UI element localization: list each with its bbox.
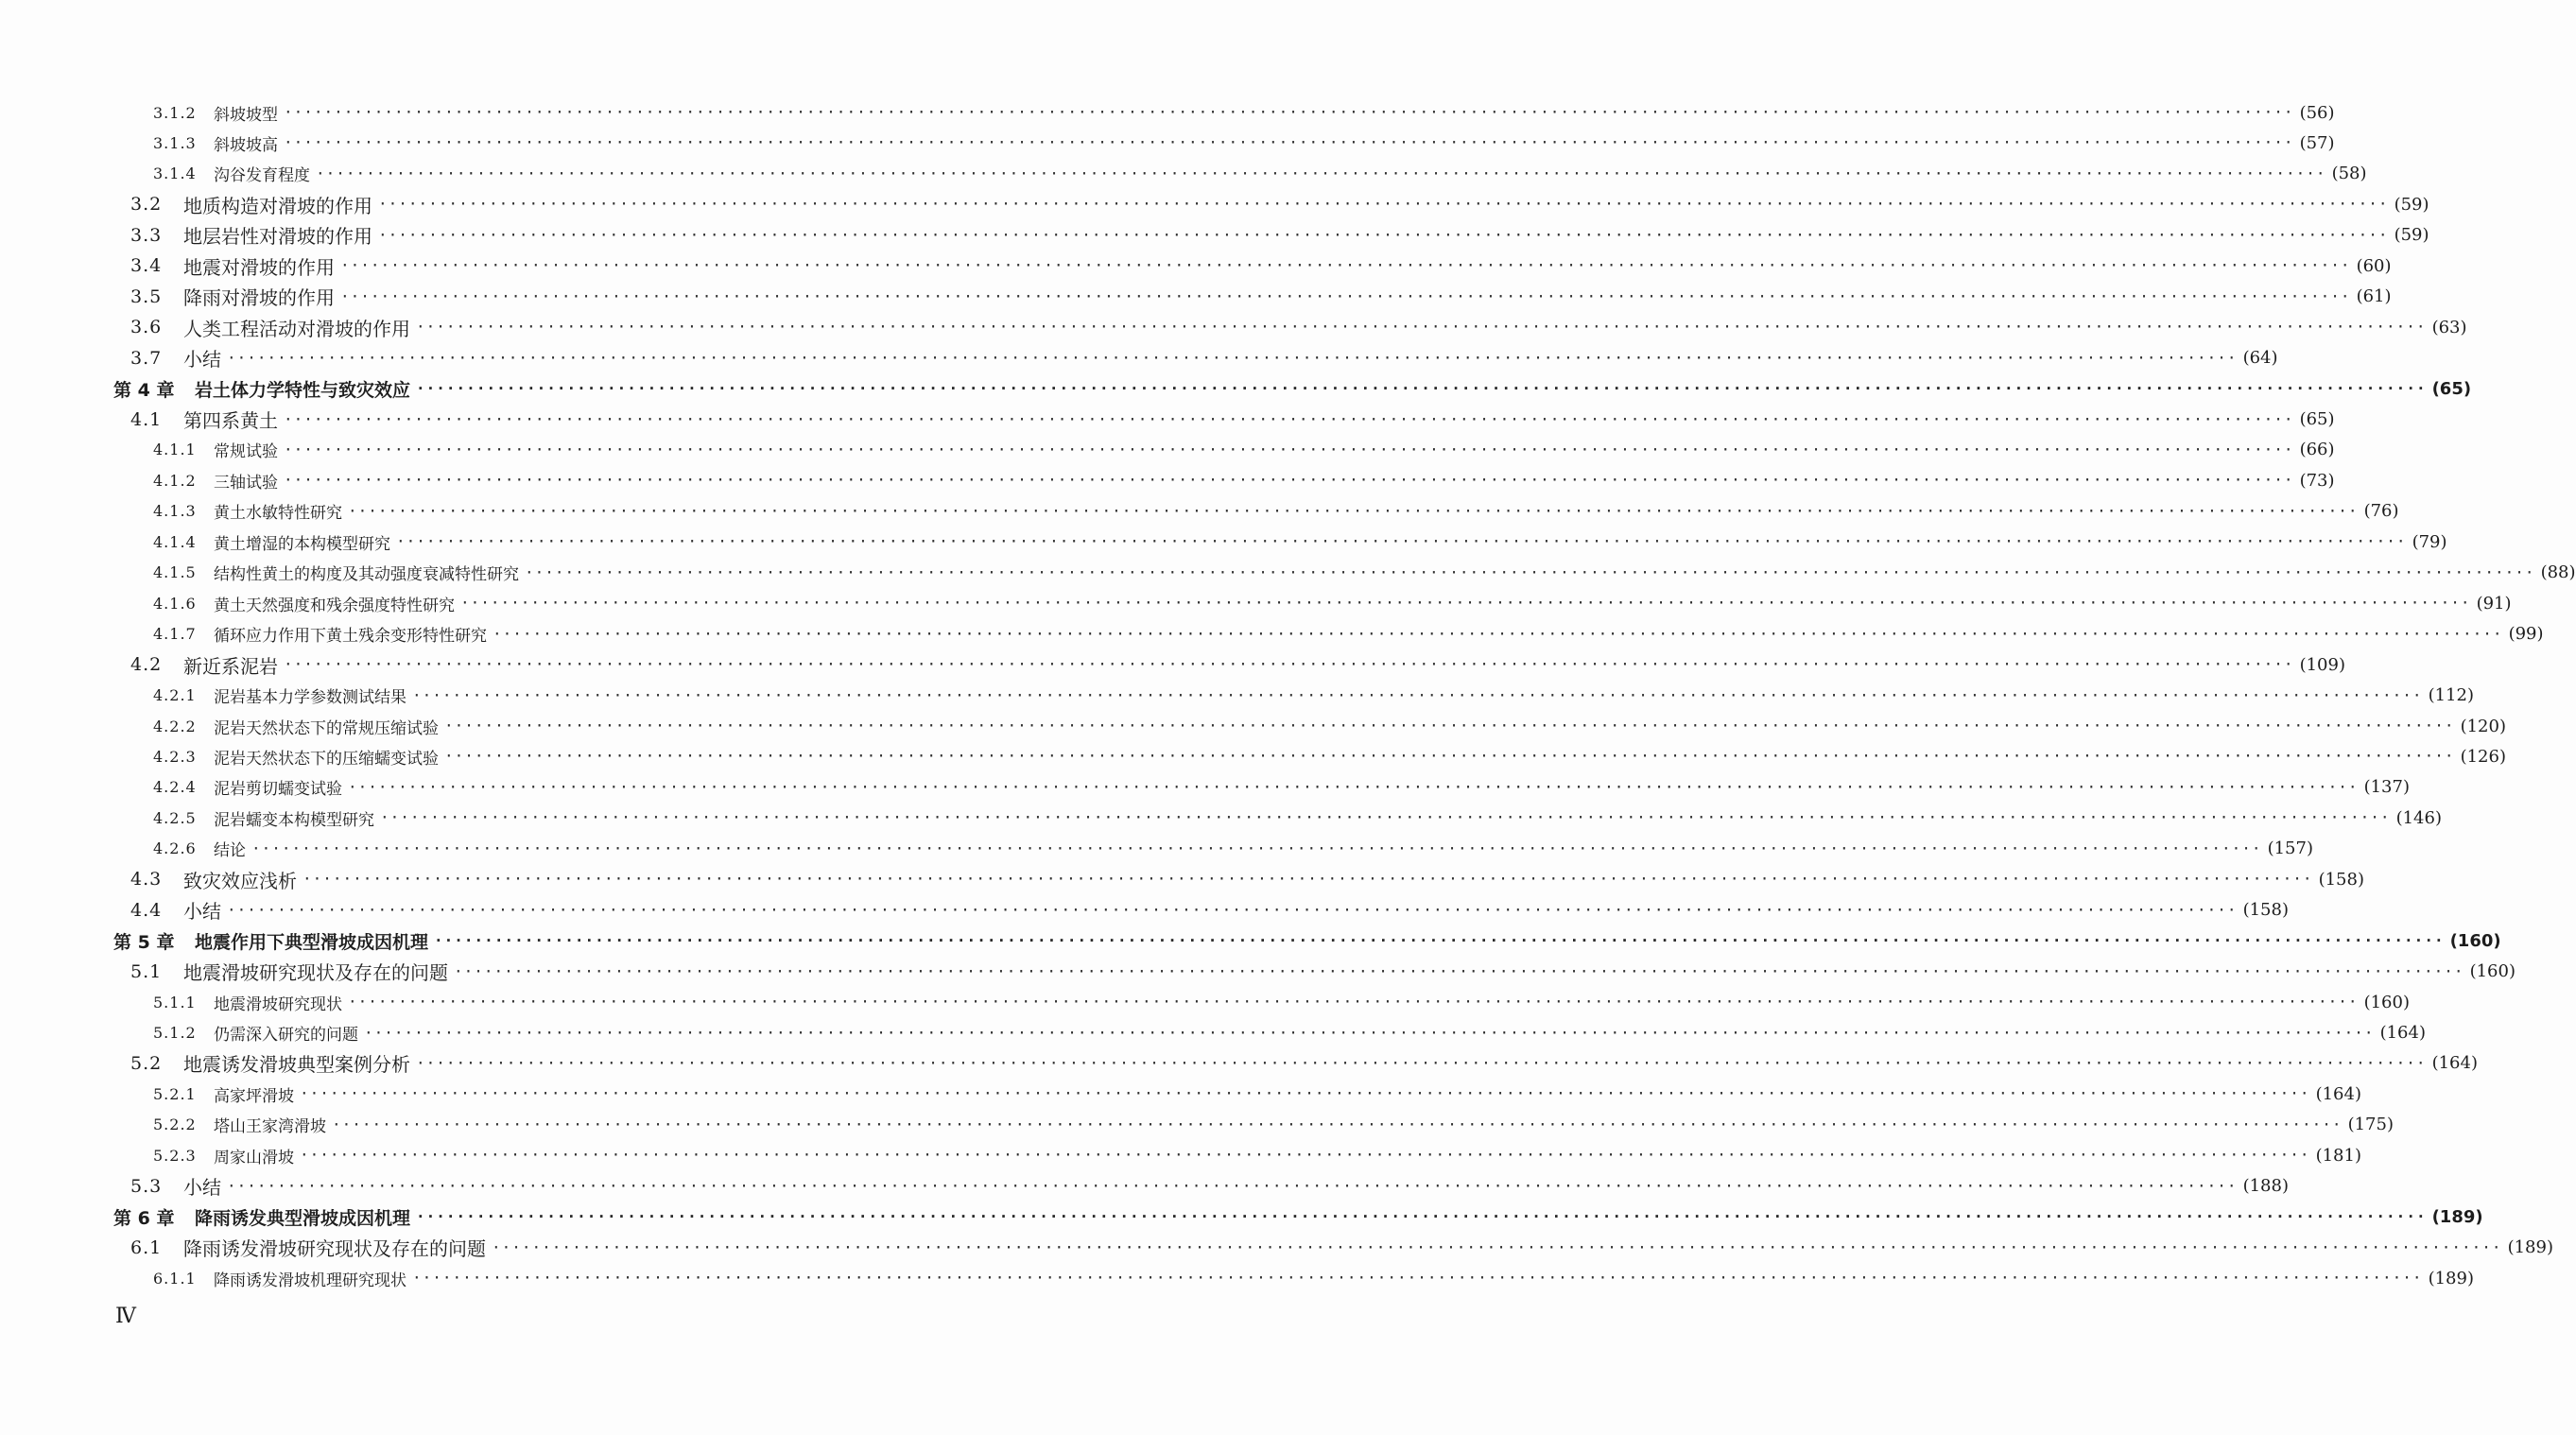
toc-entry-number: 5.2.2: [153, 1115, 197, 1134]
toc-leader-dots: ········································································································································································································: [284, 655, 2294, 674]
toc-entry-number: 3.1.2: [153, 103, 197, 122]
toc-entry-number: 3.2: [130, 194, 163, 216]
toc-entry-title: 降雨诱发典型滑坡成因机理: [195, 1207, 411, 1229]
toc-entry[interactable]: [130, 282, 2392, 312]
toc-leader-dots: ········································································································································································································: [340, 286, 2351, 305]
toc-entry-page: (88): [2540, 562, 2576, 583]
toc-entry[interactable]: [153, 435, 2335, 465]
toc-leader-dots: ········································································································································································································: [380, 808, 2391, 827]
toc-leader-dots: ········································································································································································································: [416, 379, 2427, 398]
toc-entry-title: 地震滑坡研究现状及存在的问题: [183, 961, 448, 985]
toc-entry-title: 地震诱发滑坡典型案例分析: [183, 1053, 410, 1077]
toc-entry[interactable]: [153, 681, 2474, 711]
toc-leader-dots: ········································································································································································································: [300, 1146, 2310, 1165]
toc-entry-number: 4.2.2: [153, 717, 197, 735]
toc-entry[interactable]: [130, 189, 2429, 219]
toc-entry-title: 泥岩剪切蠕变试验: [214, 780, 342, 800]
toc-entry[interactable]: [153, 159, 2367, 189]
toc-entry-title: 小结: [183, 1176, 221, 1200]
toc-leader-dots: ········································································································································································································: [332, 1115, 2343, 1133]
toc-leader-dots: ········································································································································································································: [525, 562, 2535, 581]
toc-leader-dots: ········································································································································································································: [284, 133, 2294, 152]
toc-entry[interactable]: [130, 220, 2429, 251]
toc-entry-page: (59): [2394, 225, 2429, 246]
toc-leader-dots: ········································································································································································································: [300, 1084, 2310, 1103]
toc-entry[interactable]: [153, 741, 2506, 771]
toc-entry-page: (66): [2299, 440, 2335, 460]
toc-leader-dots: ········································································································································································································: [348, 501, 2359, 520]
toc-leader-dots: ········································································································································································································: [284, 103, 2294, 121]
toc-entry-number: 3.3: [130, 224, 163, 246]
toc-entry-page: (160): [2449, 930, 2501, 951]
toc-leader-dots: ········································································································································································································: [227, 1176, 2238, 1195]
toc-entry-title: 地震对滑坡的作用: [183, 255, 335, 279]
toc-entry-title: 小结: [183, 900, 221, 924]
toc-entry-title: 泥岩天然状态下的常规压缩试验: [214, 718, 439, 738]
toc-leader-dots: ········································································································································································································: [416, 1207, 2427, 1226]
toc-entry-page: (158): [2242, 900, 2289, 921]
toc-entry[interactable]: [130, 864, 2364, 894]
toc-leader-dots: ········································································································································································································: [251, 839, 2262, 857]
toc-entry-page: (58): [2331, 164, 2367, 184]
toc-leader-dots: ········································································································································································································: [493, 624, 2503, 643]
toc-entry-title: 黄土增湿的本构模型研究: [214, 534, 390, 554]
toc-entry-title: 周家山滑坡: [214, 1148, 294, 1167]
toc-leader-dots: ········································································································································································································: [316, 164, 2326, 182]
toc-entry-title: 泥岩蠕变本构模型研究: [214, 810, 374, 830]
toc-entry-number: 4.1.2: [153, 471, 197, 490]
toc-entry[interactable]: [130, 405, 2335, 435]
toc-entry[interactable]: [113, 925, 2501, 956]
toc-entry-title: 新近系泥岩: [183, 654, 278, 678]
toc-entry-page: (56): [2299, 102, 2335, 123]
toc-entry[interactable]: [153, 1263, 2474, 1293]
toc-entry[interactable]: [130, 251, 2392, 281]
toc-entry[interactable]: [153, 97, 2335, 128]
toc-entry-page: (57): [2299, 132, 2335, 153]
toc-entry-number: 5.3: [130, 1175, 163, 1197]
toc-entry-number: 4.2.6: [153, 839, 197, 858]
toc-entry-title: 循环应力作用下黄土残余变形特性研究: [214, 627, 487, 647]
toc-entry-title: 降雨对滑坡的作用: [183, 286, 335, 310]
toc-entry[interactable]: [153, 711, 2506, 741]
toc-entry-page: (157): [2267, 839, 2313, 859]
toc-entry-page: (181): [2315, 1145, 2361, 1166]
toc-entry[interactable]: [153, 588, 2512, 618]
toc-leader-dots: ········································································································································································································: [412, 1269, 2423, 1288]
toc-entry[interactable]: [130, 957, 2515, 987]
toc-entry-title: 三轴试验: [214, 473, 278, 493]
toc-entry[interactable]: [153, 128, 2335, 158]
toc-leader-dots: ········································································································································································································: [434, 931, 2445, 950]
toc-entry-page: (158): [2318, 869, 2364, 890]
toc-entry[interactable]: [153, 1079, 2361, 1109]
toc-entry[interactable]: [153, 834, 2313, 864]
toc-entry[interactable]: [130, 1233, 2553, 1263]
toc-entry[interactable]: [153, 803, 2442, 833]
toc-entry-number: 4.1.6: [153, 594, 197, 613]
toc-entry-number: 3.5: [130, 285, 163, 307]
toc-entry-title: 致灾效应浅析: [183, 869, 297, 892]
toc-entry-page: (60): [2356, 255, 2392, 276]
toc-entry-number: 3.7: [130, 347, 163, 369]
toc-leader-dots: ········································································································································································································: [492, 1237, 2502, 1256]
toc-entry-number: 5.1.2: [153, 1024, 197, 1042]
toc-leader-dots: ········································································································································································································: [284, 409, 2294, 428]
toc-entry-title: 地质构造对滑坡的作用: [183, 194, 372, 217]
toc-leader-dots: ········································································································································································································: [454, 961, 2464, 980]
toc-entry-title: 结论: [214, 841, 246, 861]
toc-entry-title: 常规试验: [214, 442, 278, 462]
toc-leader-dots: ········································································································································································································: [364, 1023, 2375, 1042]
toc-entry-title: 斜坡坡高: [214, 135, 278, 155]
toc-entry-page: (189): [2507, 1237, 2553, 1258]
toc-leader-dots: ········································································································································································································: [416, 318, 2427, 337]
toc-entry-number: 4.2: [130, 654, 163, 676]
toc-entry[interactable]: [130, 312, 2467, 342]
toc-entry-number: 4.1.4: [153, 532, 197, 551]
toc-entry-page: (109): [2299, 654, 2345, 675]
toc-entry-number: 6.1: [130, 1236, 163, 1258]
toc-entry-number: 4.1.5: [153, 563, 197, 582]
toc-entry-page: (65): [2431, 378, 2472, 399]
toc-leader-dots: ········································································································································································································: [416, 1053, 2427, 1072]
toc-entry-page: (160): [2469, 961, 2515, 982]
toc-entry-title: 降雨诱发滑坡机理研究现状: [214, 1271, 406, 1290]
toc-entry-page: (64): [2242, 348, 2278, 369]
toc-entry-title: 地层岩性对滑坡的作用: [183, 225, 372, 249]
toc-entry-page: (189): [2431, 1206, 2483, 1227]
toc-entry-number: 5.2.1: [153, 1084, 197, 1103]
toc-leader-dots: ········································································································································································································: [340, 256, 2351, 275]
toc-entry-page: (79): [2412, 531, 2447, 552]
toc-entry-title: 仍需深入研究的问题: [214, 1026, 358, 1045]
toc-leader-dots: ········································································································································································································: [284, 471, 2294, 490]
toc-entry-page: (99): [2508, 624, 2544, 645]
toc-entry[interactable]: [130, 1048, 2478, 1079]
toc-entry-number: 第 6 章: [113, 1207, 175, 1229]
toc-entry-title: 泥岩天然状态下的压缩蠕变试验: [214, 749, 439, 769]
toc-entry-number: 5.1: [130, 960, 163, 982]
toc-entry[interactable]: [130, 1171, 2289, 1202]
page-number: Ⅳ: [115, 1305, 134, 1328]
toc-entry-page: (59): [2394, 194, 2429, 215]
toc-entry-title: 黄土天然强度和残余强度特性研究: [214, 596, 455, 615]
toc-entry-title: 岩土体力学特性与致灾效应: [195, 379, 411, 401]
toc-entry-page: (91): [2476, 593, 2512, 614]
toc-entry-number: 6.1.1: [153, 1269, 197, 1288]
toc-entry-title: 沟谷发育程度: [214, 166, 310, 186]
toc-entry-title: 降雨诱发滑坡研究现状及存在的问题: [183, 1237, 486, 1261]
toc-entry[interactable]: [153, 465, 2335, 495]
toc-entry-page: (164): [2315, 1083, 2361, 1104]
toc-leader-dots: ········································································································································································································: [284, 440, 2294, 458]
toc-leader-dots: ········································································································································································································: [227, 900, 2238, 919]
toc-entry[interactable]: [130, 343, 2278, 373]
toc-entry[interactable]: [153, 772, 2410, 803]
toc-entry-number: 5.1.1: [153, 993, 197, 1011]
toc-entry[interactable]: [153, 527, 2447, 557]
toc-entry-title: 人类工程活动对滑坡的作用: [183, 317, 410, 340]
toc-entry-title: 第四系黄土: [183, 409, 278, 432]
toc-leader-dots: ········································································································································································································: [348, 993, 2359, 1011]
toc-entry-number: 4.1.7: [153, 625, 197, 644]
toc-entry-page: (65): [2299, 409, 2335, 429]
toc-entry[interactable]: [153, 558, 2576, 588]
toc-leader-dots: ········································································································································································································: [303, 870, 2313, 889]
toc-entry-title: 地震滑坡研究现状: [214, 994, 342, 1014]
toc-entry-title: 小结: [183, 348, 221, 372]
toc-leader-dots: ········································································································································································································: [444, 717, 2455, 735]
toc-entry-number: 4.2.4: [153, 778, 197, 797]
toc-entry[interactable]: [153, 1018, 2426, 1048]
toc-entry-number: 3.4: [130, 255, 163, 277]
toc-entry-number: 4.1.1: [153, 441, 197, 459]
toc-entry-number: 3.6: [130, 317, 163, 338]
toc-entry-number: 4.4: [130, 899, 163, 921]
toc-entry[interactable]: [113, 1202, 2483, 1232]
toc-entry-title: 泥岩基本力学参数测试结果: [214, 688, 406, 708]
toc-entry[interactable]: [130, 649, 2345, 680]
toc-leader-dots: ········································································································································································································: [412, 685, 2423, 704]
toc-entry[interactable]: [153, 1140, 2361, 1170]
toc-entry-page: (112): [2428, 685, 2474, 706]
toc-entry-number: 3.1.3: [153, 133, 197, 152]
toc-entry-page: (160): [2363, 992, 2410, 1012]
toc-leader-dots: ········································································································································································································: [396, 532, 2407, 551]
toc-entry-number: 第 4 章: [113, 379, 175, 401]
toc-entry-page: (164): [2431, 1053, 2478, 1074]
toc-entry-page: (137): [2363, 777, 2410, 798]
toc-entry[interactable]: [130, 895, 2289, 925]
toc-entry-page: (76): [2363, 501, 2399, 522]
toc-entry-page: (188): [2242, 1176, 2289, 1197]
toc-leader-dots: ········································································································································································································: [348, 777, 2359, 796]
toc-entry-page: (61): [2356, 286, 2392, 307]
toc-entry-number: 5.2.3: [153, 1146, 197, 1165]
toc-entry-title: 黄土水敏特性研究: [214, 504, 342, 524]
toc-entry-page: (120): [2460, 716, 2506, 736]
toc-leader-dots: ········································································································································································································: [227, 348, 2238, 367]
toc-entry-number: 4.3: [130, 869, 163, 890]
toc-entry-page: (175): [2347, 1115, 2394, 1135]
toc-entry-title: 塔山王家湾滑坡: [214, 1117, 326, 1137]
toc-entry-page: (126): [2460, 746, 2506, 767]
toc-entry-title: 斜坡坡型: [214, 105, 278, 125]
toc-entry-number: 第 5 章: [113, 931, 175, 953]
toc-entry-number: 4.2.1: [153, 686, 197, 705]
toc-entry-title: 高家坪滑坡: [214, 1086, 294, 1106]
toc-entry-number: 5.2: [130, 1052, 163, 1074]
toc-entry-page: (164): [2379, 1023, 2426, 1043]
toc-entry-page: (146): [2395, 807, 2442, 828]
toc-leader-dots: ········································································································································································································: [378, 225, 2389, 244]
toc-entry-title: 地震作用下典型滑坡成因机理: [195, 931, 429, 953]
toc-leader-dots: ········································································································································································································: [378, 195, 2389, 214]
toc-entry[interactable]: [113, 373, 2472, 404]
toc-entry-number: 4.1: [130, 408, 163, 430]
toc-entry[interactable]: [153, 619, 2544, 649]
toc-entry-number: 4.1.3: [153, 502, 197, 521]
toc-entry-number: 4.2.3: [153, 747, 197, 766]
toc-leader-dots: ········································································································································································································: [460, 594, 2471, 613]
toc-entry-number: 3.1.4: [153, 164, 197, 183]
toc-leader-dots: ········································································································································································································: [444, 747, 2455, 766]
toc-entry-page: (189): [2428, 1268, 2474, 1288]
toc-entry-page: (63): [2431, 317, 2467, 337]
toc-entry-page: (73): [2299, 470, 2335, 491]
toc-entry-title: 结构性黄土的构度及其动强度衰减特性研究: [214, 565, 519, 585]
toc-entry[interactable]: [153, 987, 2410, 1017]
toc-entry-number: 4.2.5: [153, 808, 197, 827]
toc-entry[interactable]: [153, 1110, 2394, 1140]
toc-entry[interactable]: [153, 496, 2399, 527]
